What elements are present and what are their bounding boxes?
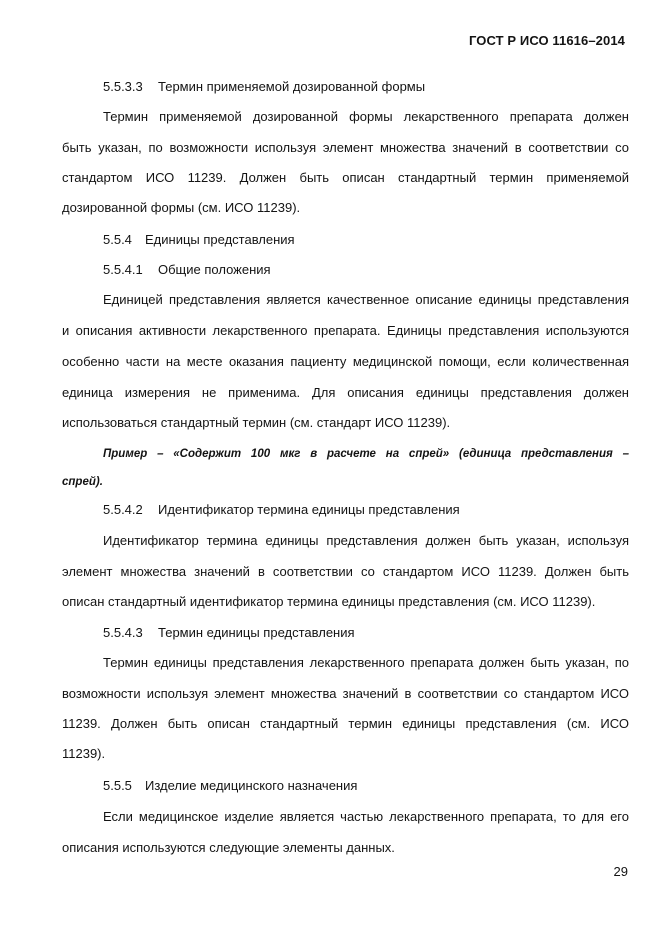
section-title: Термин применяемой дозированной формы <box>158 79 426 94</box>
section-heading-5-5-5 <box>103 778 629 794</box>
page-number: 29 <box>613 864 628 879</box>
section-number: 5.5.4 <box>103 232 132 247</box>
paragraph-line: стандартом ИСО 11239. Должен быть описан стандартный термин применяемой <box>62 170 629 185</box>
paragraph-line: Термин единицы представления лекарственного препарата должен быть указан, по <box>103 655 629 670</box>
paragraph-line: дозированной формы (см. ИСО 11239). <box>62 200 301 215</box>
section-heading-5-5-4-3 <box>103 625 629 641</box>
paragraph-line: особенно части на месте оказания пациенту медицинской помощи, если количественная <box>62 354 629 369</box>
section-heading-5-5-4-1 <box>103 262 629 278</box>
section-heading-5-5-3-3 <box>103 79 629 95</box>
example-line: Пример – «Содержит 100 мкг в расчете на спрей» (единица представления – <box>103 448 629 460</box>
section-number: 5.5.3.3 <box>103 79 143 94</box>
paragraph-line: единица измерения не применима. Для описания единицы представления должен <box>62 385 629 400</box>
paragraph-line: описан стандартный идентификатор термина единицы представления (см. ИСО 11239). <box>62 594 596 609</box>
section-heading-5-5-4 <box>103 232 629 248</box>
page-header: ГОСТ Р ИСО 11616–2014 <box>468 33 625 48</box>
section-number: 5.5.4.1 <box>103 262 143 277</box>
paragraph-line: Если медицинское изделие является частью лекарственного препарата, то для его <box>103 809 629 824</box>
paragraph-line: быть указан, по возможности используя элемент множества значений в соответствии со <box>62 140 629 155</box>
section-number: 5.5.4.2 <box>103 502 143 517</box>
paragraph-line: возможности используя элемент множества значений в соответствии со стандартом ИСО <box>62 686 629 701</box>
section-number: 5.5.4.3 <box>103 625 143 640</box>
section-heading-5-5-4-2 <box>103 502 629 518</box>
paragraph-line: 11239). <box>62 746 106 761</box>
section-title: Термин единицы представления <box>158 625 355 640</box>
paragraph-line: элемент множества значений в соответствии со стандартом ИСО 11239. Должен быть <box>62 564 629 579</box>
paragraph-line: и описания активности лекарственного препарата. Единицы представления используются <box>62 323 629 338</box>
section-title: Изделие медицинского назначения <box>145 778 358 793</box>
paragraph-line: 11239. Должен быть описан стандартный термин единицы представления (см. ИСО <box>62 716 629 731</box>
paragraph-line: Единицей представления является качественное описание единицы представления <box>103 292 629 307</box>
paragraph-line: Идентификатор термина единицы представления должен быть указан, используя <box>103 533 629 548</box>
example-line: спрей). <box>62 476 103 488</box>
section-title: Идентификатор термина единицы представления <box>158 502 460 517</box>
paragraph-line: описания используются следующие элементы данных. <box>62 840 395 855</box>
section-number: 5.5.5 <box>103 778 132 793</box>
section-title: Единицы представления <box>145 232 295 247</box>
paragraph-line: использоваться стандартный термин (см. стандарт ИСО 11239). <box>62 415 451 430</box>
paragraph-line: Термин применяемой дозированной формы лекарственного препарата должен <box>103 109 629 124</box>
section-title: Общие положения <box>158 262 271 277</box>
